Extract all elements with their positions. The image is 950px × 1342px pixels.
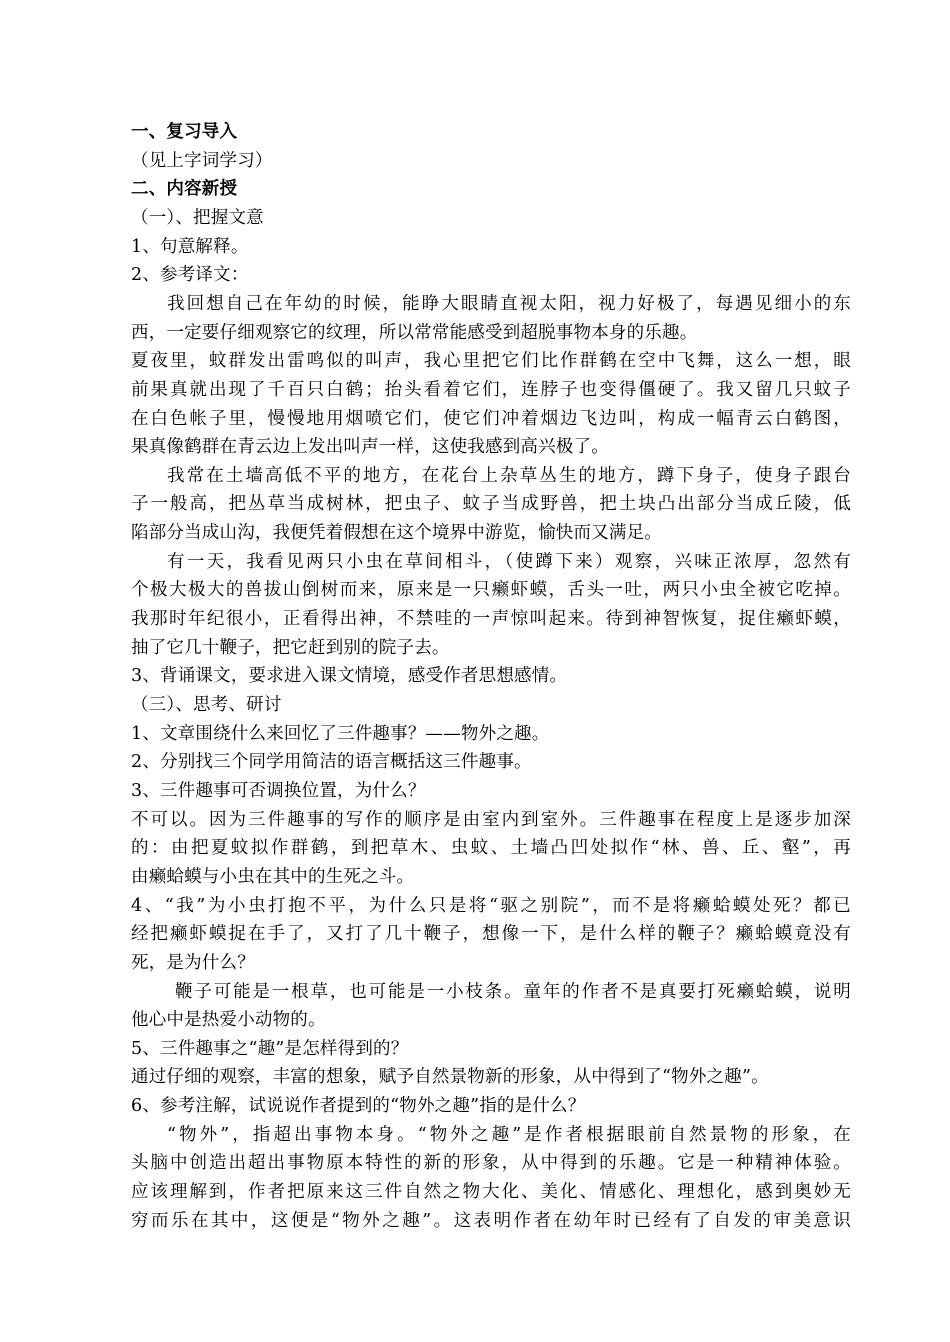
- text-line: 鞭子可能是一根草，也可能是一小枝条。童年的作者不是真要打死癞蛤蟆，说明: [175, 981, 851, 1002]
- text-line: 1、句意解释。: [131, 236, 249, 257]
- section-heading: 二、内容新授: [131, 179, 238, 200]
- text-line: 抽了它几十鞭子，把它赶到别的院子去。: [131, 637, 450, 658]
- text-line: 前果真就出现了千百只白鹤；抬头看着它们，连脖子也变得僵硬了。我又留几只蚊子: [131, 379, 851, 400]
- text-line: （见上字词学习）: [131, 150, 273, 171]
- text-line: 不可以。因为三件趣事的写作的顺序是由室内到室外。三件趣事在程度上是逐步加深: [131, 809, 851, 830]
- text-line: 陷部分当成山沟，我便凭着假想在这个境界中游览，愉快而又满足。: [131, 523, 662, 544]
- text-line: 1、文章围绕什么来回忆了三件趣事？——物外之趣。: [131, 723, 550, 744]
- text-line: 3、背诵课文，要求进入课文情境，感受作者思想感情。: [131, 666, 568, 687]
- text-line: 我常在土墙高低不平的地方，在花台上杂草丛生的地方，蹲下身子，使身子跟台: [167, 465, 851, 486]
- text-line: 穷而乐在其中，这便是“物外之趣”。这表明作者在幼年时已经有了自发的审美意识: [131, 1210, 851, 1231]
- text-line: 我回想自己在年幼的时候，能睁大眼睛直视太阳，视力好极了，每遇见细小的东: [167, 293, 851, 314]
- text-line: 西，一定要仔细观察它的纹理，所以常常能感受到超脱事物本身的乐趣。: [131, 322, 698, 343]
- text-line: 由癞蛤蟆与小虫在其中的生死之斗。: [131, 866, 415, 887]
- text-line: 的：由把夏蚊拟作群鹤，到把草木、虫蚊、土墙凸凹处拟作“林、兽、丘、壑”，再: [131, 838, 851, 859]
- text-line: 死，是为什么？: [131, 952, 255, 973]
- text-line: 2、分别找三个同学用简洁的语言概括这三件趣事。: [131, 752, 532, 773]
- text-line: 头脑中创造出超出事物原本特性的新的形象，从中得到的乐趣。它是一种精神体验。: [131, 1153, 851, 1174]
- text-line: 个极大极大的兽拔山倒树而来，原来是一只癞虾蟆，舌头一吐，两只小虫全被它吃掉。: [131, 580, 851, 601]
- text-line: 4、“我”为小虫打抱不平，为什么只是将“驱之别院”，而不是将癞蛤蟆处死？都已: [131, 895, 851, 916]
- text-line: 果真像鹤群在青云边上发出叫声一样，这使我感到高兴极了。: [131, 437, 609, 458]
- text-line: 在白色帐子里，慢慢地用烟喷它们，使它们冲着烟边飞边叫，构成一幅青云白鹤图，: [131, 408, 851, 429]
- text-line: （三）、思考、研讨: [131, 695, 282, 715]
- text-line: 6、参考注解，试说说作者提到的“物外之趣”指的是什么？: [131, 1096, 586, 1117]
- text-line: 子一般高，把丛草当成树林，把虫子、蚊子当成野兽，把土块凸出部分当成丘陵，低: [131, 494, 851, 515]
- text-line: 2、参考译文：: [131, 265, 249, 286]
- text-line: 我那时年纪很小，正看得出神，不禁哇的一声惊叫起来。待到神智恢复，捉住癞虾蟆，: [131, 609, 851, 630]
- text-line: （一）、把握文意: [131, 207, 264, 228]
- text-line: “物外”，指超出事物本身。“物外之趣”是作者根据眼前自然景物的形象，在: [167, 1124, 851, 1145]
- text-line: 他心中是热爱小动物的。: [131, 1010, 326, 1031]
- text-line: 夏夜里，蚊群发出雷鸣似的叫声，我心里把它们比作群鹤在空中飞舞，这么一想，眼: [131, 351, 851, 372]
- text-line: 5、三件趣事之“趣”是怎样得到的？: [131, 1038, 409, 1059]
- text-line: 有一天，我看见两只小虫在草间相斗，（使蹲下来）观察，兴味正浓厚，忽然有: [167, 551, 851, 572]
- text-line: 3、三件趣事可否调换位置，为什么？: [131, 780, 426, 801]
- text-line: 应该理解到，作者把原来这三件自然之物大化、美化、情感化、理想化，感到奥妙无: [131, 1182, 851, 1203]
- section-heading: 一、复习导入: [131, 122, 238, 142]
- text-line: 经把癞虾蟆捉在手了，又打了几十鞭子，想像一下，是什么样的鞭子？癞蛤蟆竟没有: [131, 924, 851, 945]
- text-line: 通过仔细的观察，丰富的想象，赋予自然景物新的形象，从中得到了“物外之趣”。: [131, 1067, 769, 1088]
